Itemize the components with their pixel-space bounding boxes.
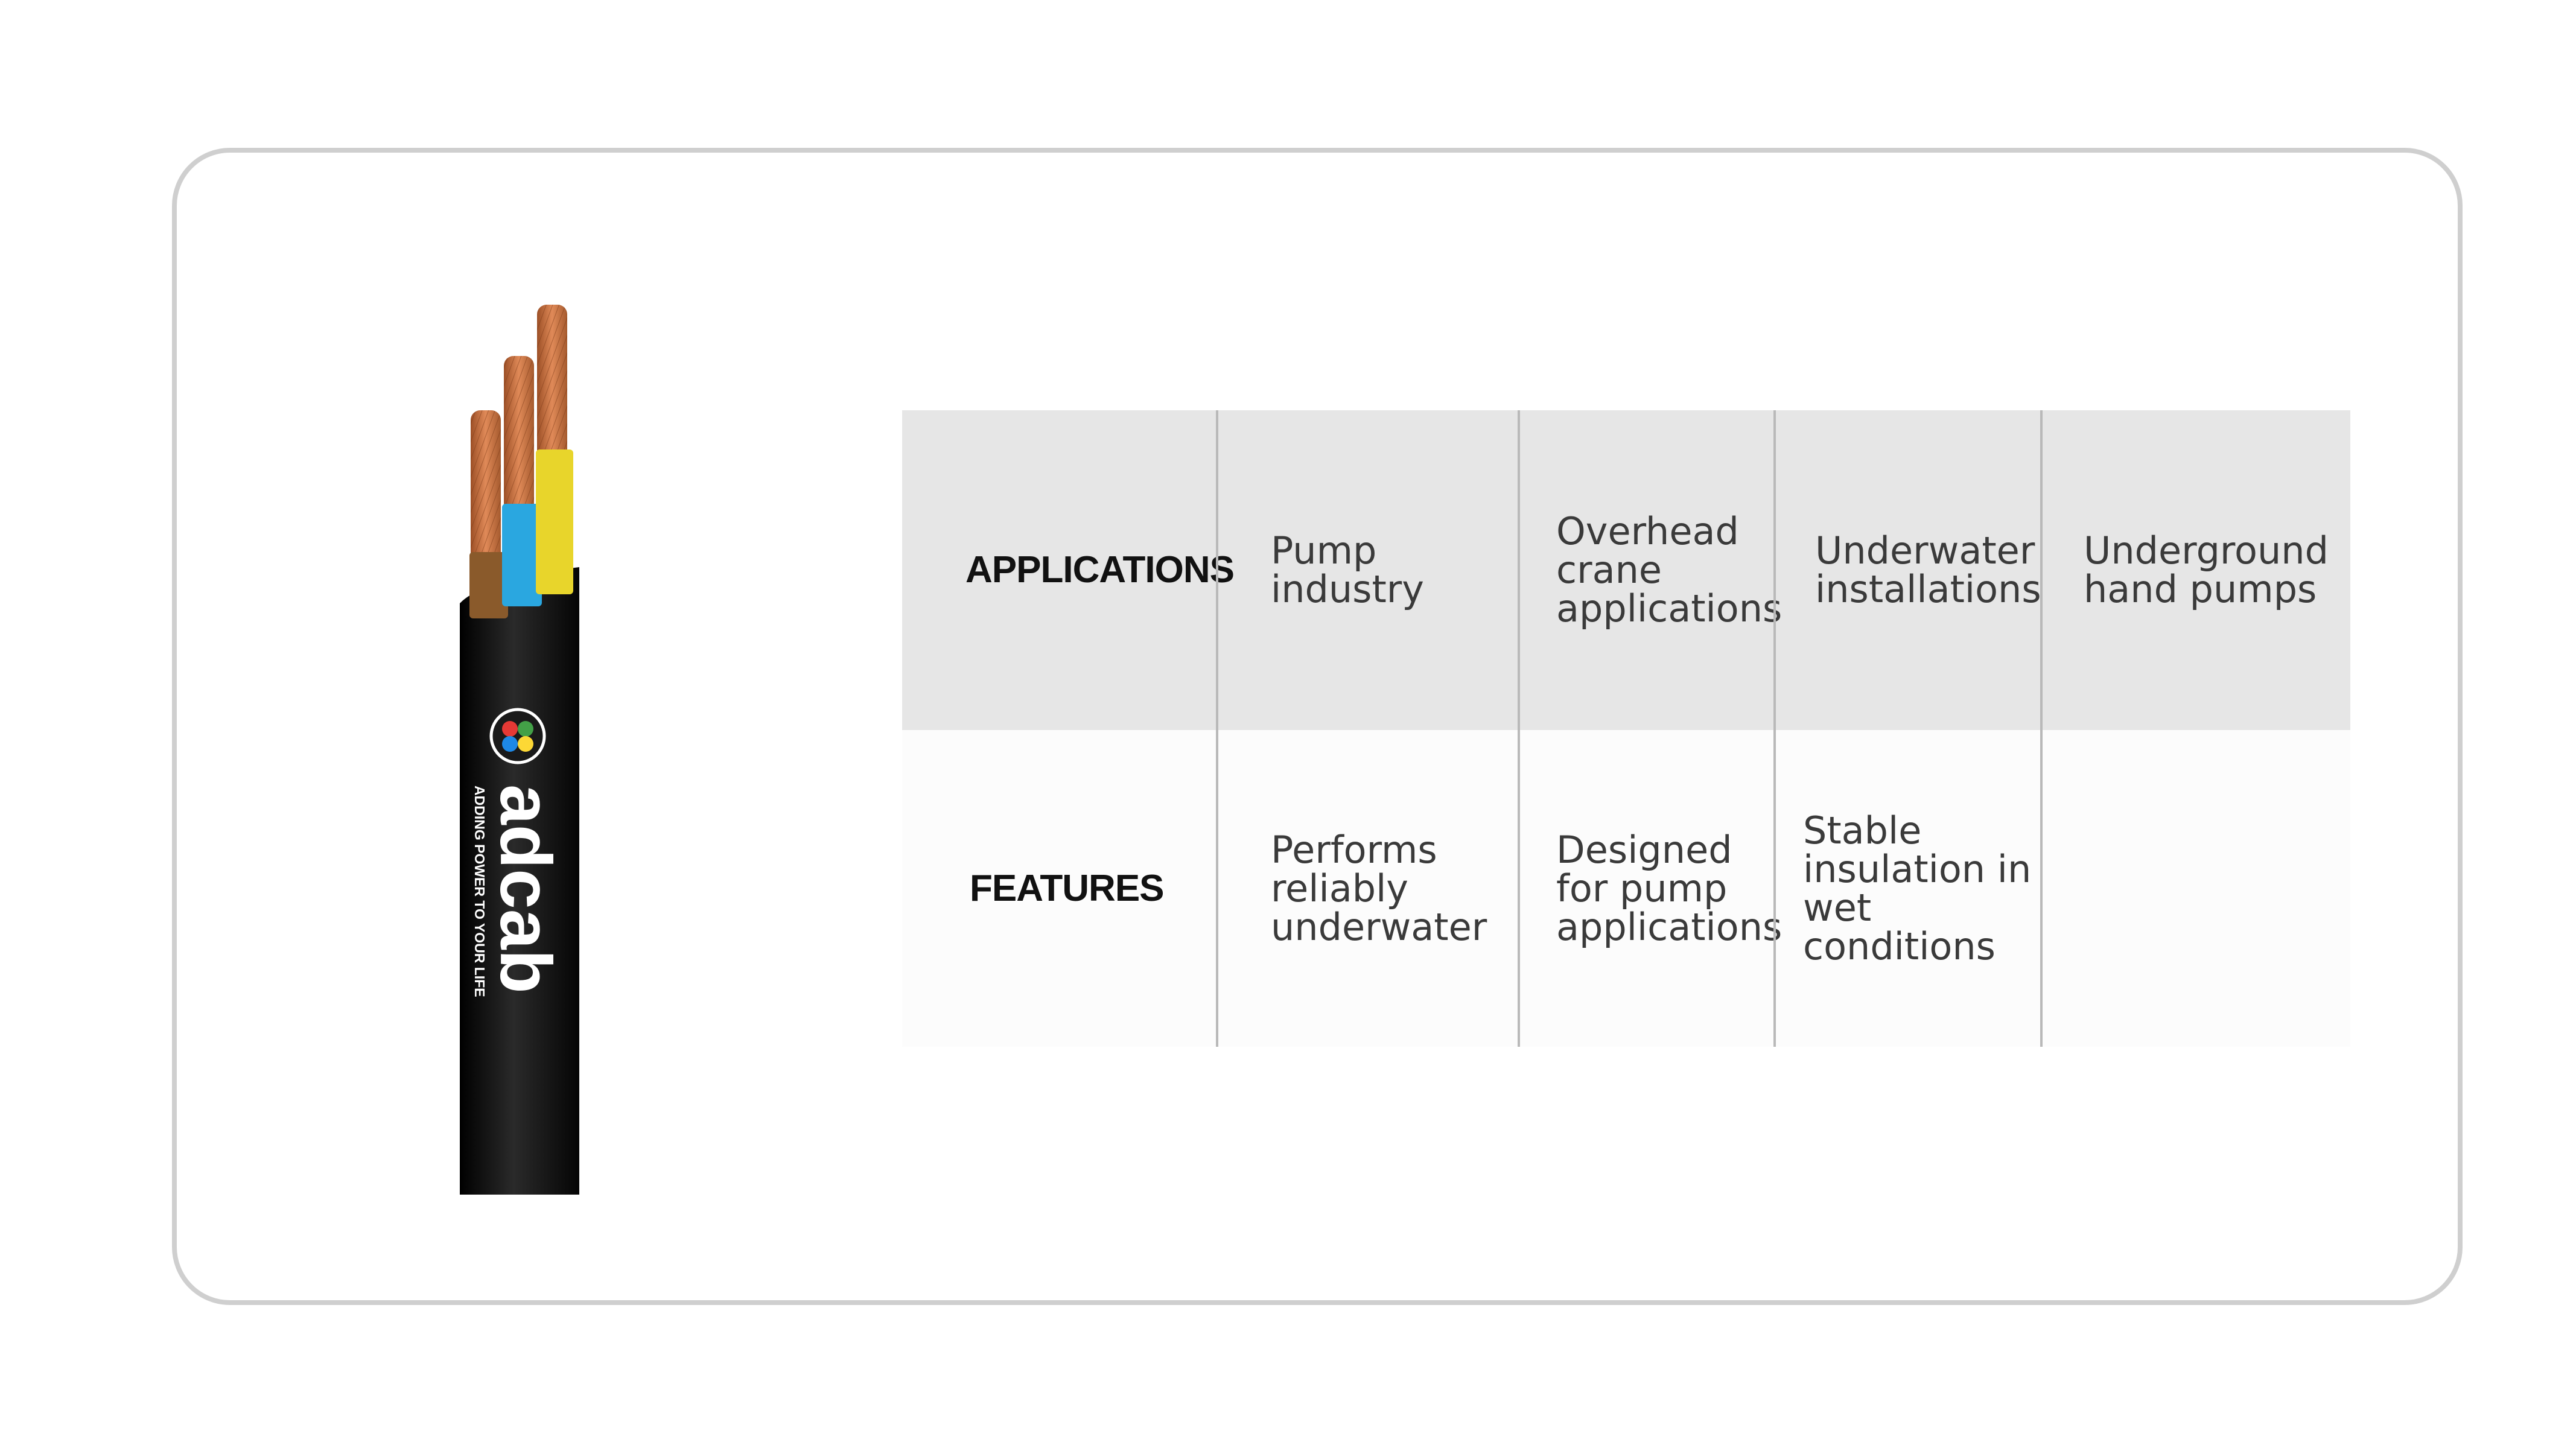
application-cell	[1216, 410, 1518, 730]
feature-text: Performs reliably underwater	[1271, 827, 1487, 949]
feature-text: Designed for pump applications	[1556, 827, 1783, 949]
application-cell	[1773, 410, 2040, 730]
feature-text: Stable insulation in wet conditions	[1803, 808, 2032, 968]
applications-row	[902, 410, 2350, 730]
application-cell	[2040, 410, 2350, 730]
application-text: Pump industry	[1271, 529, 1424, 611]
logo-dot-green	[518, 721, 533, 737]
brand-logo-icon	[491, 710, 544, 763]
application-text: Underground hand pumps	[2084, 529, 2329, 611]
application-cell	[1518, 410, 1783, 730]
cable-illustration	[447, 296, 603, 1201]
brand-tagline: ADDING POWER TO YOUR LIFE	[472, 786, 488, 997]
yellow-core	[536, 449, 573, 594]
feature-cell	[1216, 730, 1518, 1047]
applications-label: APPLICATIONS	[965, 549, 1234, 591]
brand-name: adcab	[485, 784, 566, 994]
feature-cell	[1773, 730, 2040, 1047]
feature-cell-empty	[2040, 730, 2350, 1047]
application-text: Underwater installations	[1815, 529, 2041, 611]
logo-dot-blue	[502, 736, 518, 752]
feature-cell	[1518, 730, 1783, 1047]
application-text: Overhead crane applications	[1556, 509, 1783, 630]
features-label: FEATURES	[970, 867, 1164, 909]
logo-dot-yellow	[518, 736, 533, 752]
features-row	[902, 730, 2350, 1047]
logo-dot-red	[502, 721, 518, 737]
cable-product-image	[447, 296, 603, 1201]
applications-features-table	[902, 410, 2350, 1047]
